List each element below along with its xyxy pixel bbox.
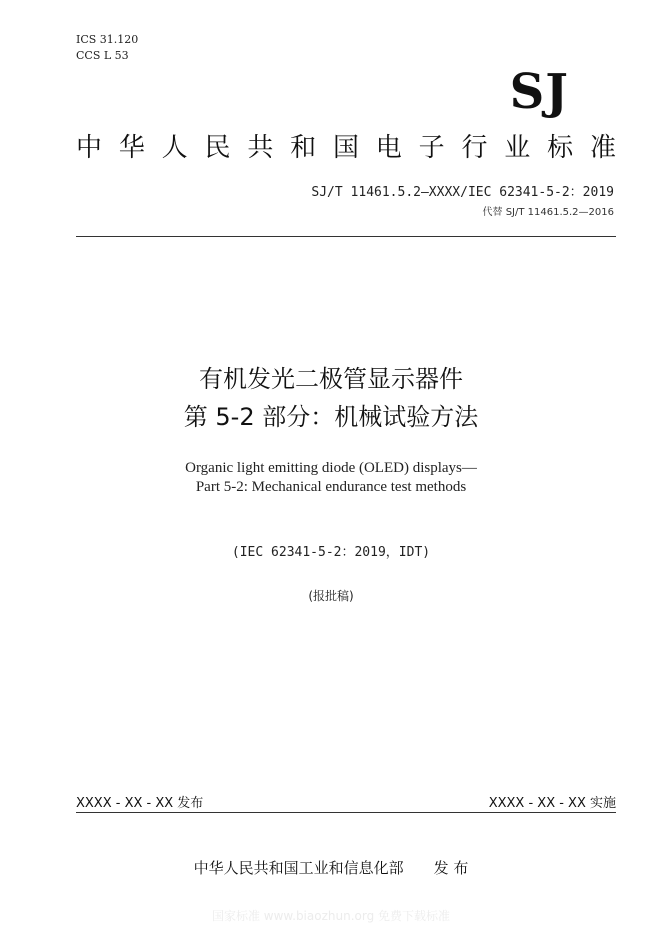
title-en-line2: Part 5-2: Mechanical endurance test methods	[195, 479, 467, 495]
classification-codes	[76, 32, 138, 64]
standard-title-char: 国	[332, 133, 359, 163]
standard-title-char: 电	[375, 133, 402, 163]
ics-code: ICS 31.120	[76, 33, 139, 46]
standard-title-char: 准	[589, 133, 616, 163]
issue-word: 发 布	[433, 859, 469, 877]
standard-category-title	[76, 127, 616, 164]
title-cn-line2: 第 5-2 部分：机械试验方法	[183, 403, 479, 431]
implement-date: XXXX - XX - XX 实施	[488, 796, 616, 811]
header-divider	[76, 236, 616, 237]
standard-title-char: 子	[418, 133, 445, 163]
standard-title-char: 和	[290, 133, 317, 163]
issuer-line	[0, 857, 662, 878]
issuer-name: 中华人民共和国工业和信息化部	[193, 859, 404, 877]
title-en-line1: Organic light emitting diode (OLED) displays—	[185, 460, 477, 476]
title-cn-line1: 有机发光二极管显示器件	[199, 365, 463, 393]
footer-divider	[76, 812, 616, 813]
standard-title-char: 华	[118, 133, 145, 163]
idt-note: (IEC 62341-5-2：2019，IDT)	[231, 545, 431, 560]
standard-title-char: 共	[247, 133, 274, 163]
watermark: 国家标准 www.biaozhun.org 免费下载标准	[211, 909, 451, 923]
standard-title-char: 标	[547, 133, 574, 163]
standard-title-char: 人	[161, 133, 188, 163]
release-date: XXXX - XX - XX 发布	[76, 796, 204, 811]
replaces-note: 代替 SJ/T 11461.5.2—2016	[482, 207, 614, 218]
ccs-code: CCS L 53	[76, 49, 129, 62]
standard-title-char: 中	[76, 133, 103, 163]
sj-logo: SJ	[509, 64, 569, 120]
standard-number: SJ/T 11461.5.2—XXXX/IEC 62341-5-2：2019	[311, 185, 614, 200]
standard-title-char: 业	[504, 133, 531, 163]
standard-title-char: 行	[461, 133, 488, 163]
draft-status: (报批稿)	[308, 589, 354, 603]
standard-title-char: 民	[204, 133, 231, 163]
